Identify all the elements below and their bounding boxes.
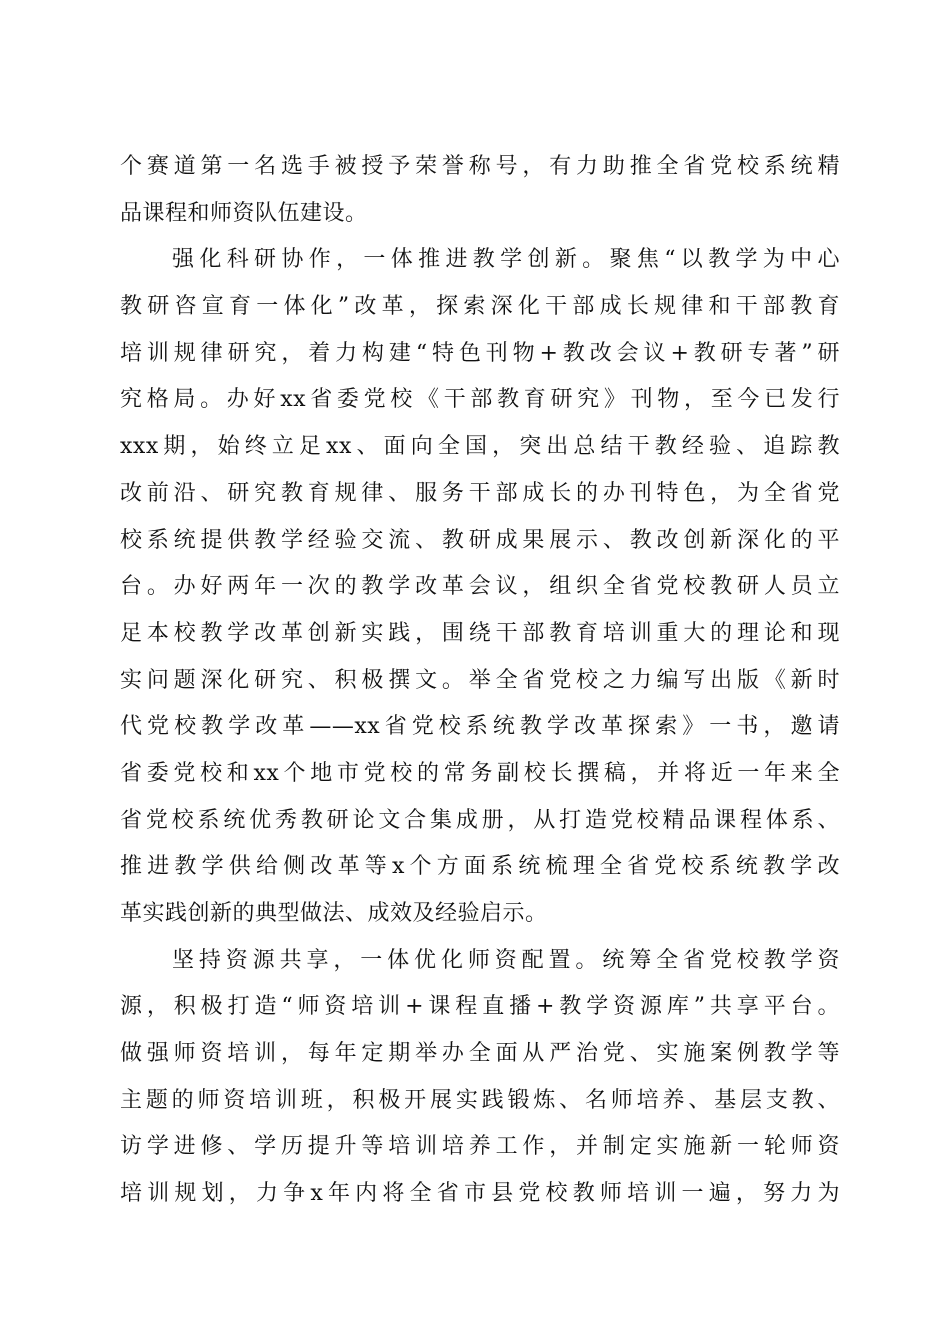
paragraph-2-line-13: 省党校系统优秀教研论文合集成册，从打造党校精品课程体系、 xyxy=(120,807,840,833)
paragraph-2-line-14: 推进教学供给侧改革等x个方面系统梳理全省党校系统教学改 xyxy=(120,854,840,880)
paragraph-2-line-10: 实问题深化研究、积极撰文。举全省党校之力编写出版《新时 xyxy=(120,667,840,693)
paragraph-2-line-7: 校系统提供教学经验交流、教研成果展示、教改创新深化的平 xyxy=(120,527,840,553)
paragraph-3-line-5: 访学进修、学历提升等培训培养工作，并制定实施新一轮师资 xyxy=(120,1134,840,1160)
paragraph-3-line-1: 坚持资源共享，一体优化师资配置。统筹全省党校教学资 xyxy=(172,947,840,973)
paragraph-2-line-2: 教研咨宣育一体化”改革，探索深化干部成长规律和干部教育 xyxy=(120,294,840,320)
document-body xyxy=(120,144,840,1218)
paragraph-2-line-6: 改前沿、研究教育规律、服务干部成长的办刊特色，为全省党 xyxy=(120,480,840,506)
paragraph-3-line-2: 源，积极打造“师资培训+课程直播+教学资源库”共享平台。 xyxy=(120,994,840,1020)
paragraph-3-line-4: 主题的师资培训班，积极开展实践锻炼、名师培养、基层支教、 xyxy=(120,1087,840,1113)
paragraph-2-line-4: 究格局。办好xx省委党校《干部教育研究》刊物，至今已发行 xyxy=(120,387,840,413)
paragraph-3-line-3: 做强师资培训，每年定期举办全面从严治党、实施案例教学等 xyxy=(120,1041,840,1067)
paragraph-1-line-2: 品课程和师资队伍建设。 xyxy=(120,200,368,226)
paragraph-2-line-8: 台。办好两年一次的教学改革会议，组织全省党校教研人员立 xyxy=(120,574,840,600)
paragraph-1-line-1: 个赛道第一名选手被授予荣誉称号，有力助推全省党校系统精 xyxy=(120,154,840,179)
paragraph-3-line-6: 培训规划，力争x年内将全省市县党校教师培训一遍，努力为 xyxy=(120,1181,840,1207)
paragraph-2-line-11: 代党校教学改革——xx省党校系统教学改革探索》一书，邀请 xyxy=(120,714,840,740)
paragraph-2-line-3: 培训规律研究，着力构建“特色刊物+教改会议+教研专著”研 xyxy=(120,340,840,366)
paragraph-2-line-9: 足本校教学改革创新实践，围绕干部教育培训重大的理论和现 xyxy=(120,620,840,646)
paragraph-2-line-12: 省委党校和xx个地市党校的常务副校长撰稿，并将近一年来全 xyxy=(120,760,840,786)
paragraph-2-line-15: 革实践创新的典型做法、成效及经验启示。 xyxy=(120,901,548,926)
paragraph-2-line-5: xxx期，始终立足xx、面向全国，突出总结干教经验、追踪教 xyxy=(120,434,840,460)
paragraph-2-line-1: 强化科研协作，一体推进教学创新。聚焦“以教学为中心 xyxy=(172,247,840,273)
